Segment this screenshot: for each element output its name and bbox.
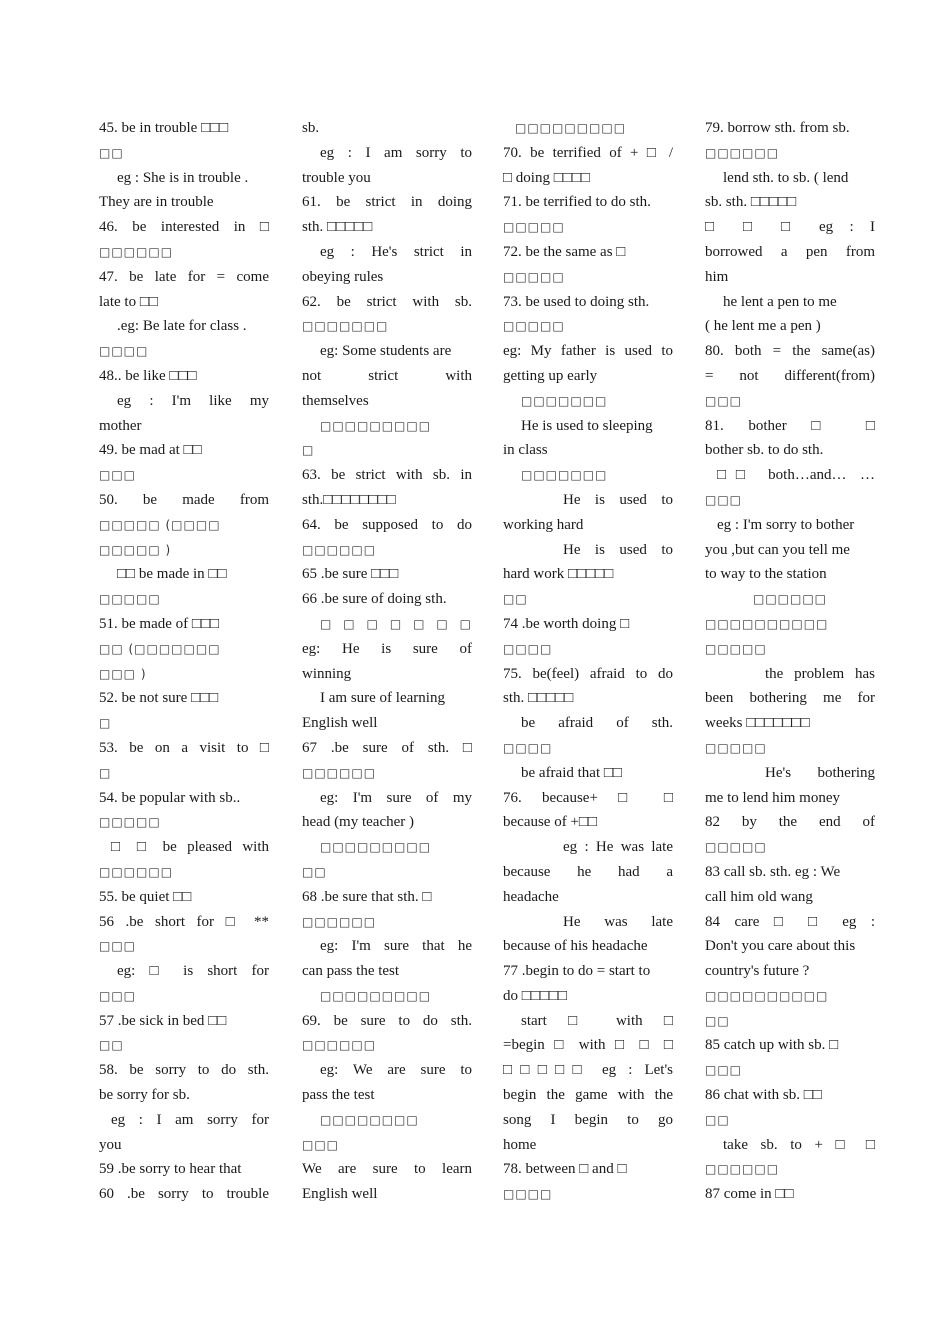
text-line: 53. be on a visit to □ [99, 739, 269, 756]
text-column-2 [302, 116, 472, 1207]
text-line: 72. be the same as □ [503, 243, 626, 260]
text-line: 48.. be like □□□ [99, 367, 197, 384]
text-line: weeks □□□□□□□ [705, 715, 810, 732]
text-line: you [99, 1136, 122, 1153]
text-line: □□□ [99, 939, 137, 954]
text-line: country's future ? [705, 963, 810, 980]
text-line: □□□□□ [705, 740, 767, 755]
text-line: □□□□□□ [302, 765, 377, 780]
text-line: been bothering me for [705, 690, 875, 707]
text-line: 75. be(feel) afraid to do [503, 665, 673, 682]
text-line: eg : I'm like my [117, 392, 269, 409]
text-line: □□ [705, 1112, 730, 1127]
text-line: be afraid of sth. [521, 715, 673, 732]
text-line: 65 .be sure □□□ [302, 566, 399, 583]
text-line: 67 .be sure of sth. □ [302, 739, 472, 756]
text-line: □□□□□ eg : Let's [503, 1062, 673, 1079]
text-line: eg: Some students are [320, 343, 452, 360]
text-line: 54. be popular with sb.. [99, 789, 241, 806]
text-line: □□□□□□□□ [320, 1112, 419, 1127]
text-line: □□ [99, 145, 124, 160]
text-line: 63. be strict with sb. in [302, 467, 472, 484]
text-line: □□ (□□□□□□□ [99, 641, 221, 656]
text-line: head (my teacher ) [302, 814, 415, 831]
text-line: He is used to [563, 541, 673, 558]
text-line: in class [503, 442, 548, 459]
text-line: winning [302, 665, 352, 682]
text-line: □□□□ [99, 344, 149, 359]
text-line: because he had a [503, 863, 673, 880]
text-line: □ □ □ eg : I [705, 219, 875, 236]
text-line: call him old wang [705, 888, 813, 905]
text-line: 80. both = the same(as) [705, 343, 875, 360]
text-line: 50. be made from [99, 491, 269, 508]
text-line: □□□□□ [99, 815, 161, 830]
text-line: eg : She is in trouble . [117, 169, 249, 186]
text-line: working hard [503, 516, 584, 533]
text-line: not strict with [302, 367, 472, 384]
text-line: getting up early [503, 367, 598, 384]
text-line: □ □ be pleased with [111, 839, 269, 856]
text-line: 56 .be short for □ ** [99, 913, 269, 930]
text-line: He's bothering [765, 764, 875, 781]
text-line: 58. be sorry to do sth. [99, 1062, 269, 1079]
text-line: 84 care □ □ eg : [705, 913, 875, 930]
text-line: 69. be sure to do sth. [302, 1012, 472, 1029]
text-line: □□□□□□□□□ [320, 988, 432, 1003]
text-line: eg : I am sorry for [111, 1111, 269, 1128]
text-column-3 [503, 116, 673, 1207]
text-line: pass the test [302, 1087, 375, 1104]
text-line: 85 catch up with sb. □ [705, 1037, 839, 1054]
text-line: □□□ [705, 393, 743, 408]
text-line: □□□□□□ [705, 1162, 780, 1177]
text-line: eg : I'm sorry to bother [717, 516, 855, 533]
text-line: □□□□□ [99, 592, 161, 607]
text-line: □□ [705, 1013, 730, 1028]
text-line: □□□□□ [705, 641, 767, 656]
text-line: □□□□□□□ [521, 468, 608, 483]
text-line: sth. □□□□□ [302, 219, 373, 236]
text-line: eg : He was late [563, 839, 673, 856]
text-line: □□□□□ [705, 840, 767, 855]
text-line: 45. be in trouble □□□ [99, 120, 229, 136]
text-line: 60 .be sorry to trouble [99, 1186, 269, 1203]
text-line: 70. be terrified of + □ / [503, 144, 673, 161]
text-line: □□□□□□□□□□ [705, 616, 829, 631]
text-line: 81. bother □ □ [705, 417, 875, 434]
text-line: 66 .be sure of doing sth. [302, 591, 447, 608]
text-line: lend sth. to sb. ( lend [723, 169, 849, 186]
text-line: Don't you care about this [705, 938, 856, 955]
text-line: 59 .be sorry to hear that [99, 1161, 242, 1178]
text-line: trouble you [302, 169, 371, 186]
text-line: □□□□□□ [302, 1038, 377, 1053]
text-line: □□ [503, 592, 528, 607]
text-line: 79. borrow sth. from sb. [705, 120, 850, 136]
text-line: 76. because+ □ □ [503, 789, 673, 806]
text-line: song I begin to go [503, 1111, 673, 1128]
text-line: 82 by the end of [705, 814, 875, 831]
text-line: 77 .begin to do = start to [503, 963, 651, 980]
text-line: □□□□□□ [99, 244, 174, 259]
text-line: take sb. to + □ □ [723, 1136, 875, 1153]
text-line: English well [302, 1186, 378, 1203]
text-line: 51. be made of □□□ [99, 615, 220, 632]
text-line: sb. sth. □□□□□ [705, 194, 797, 211]
text-line: .eg: Be late for class . [117, 318, 247, 335]
text-line: because of +□□ [503, 814, 598, 831]
text-line: 86 chat with sb. □□ [705, 1087, 822, 1104]
text-line: themselves [302, 392, 369, 409]
text-line: 68 .be sure that sth. □ [302, 888, 432, 905]
text-line: □□ be made in □□ [117, 566, 227, 583]
text-line: =begin □ with □ □ □ [503, 1037, 673, 1054]
text-line: eg: I'm sure that he [320, 938, 472, 955]
text-line: He is used to [563, 491, 673, 508]
text-line: eg: □ is short for [117, 963, 269, 980]
text-line: He was late [563, 913, 673, 930]
text-line: hard work □□□□□ [503, 566, 614, 583]
text-line: □□□□□□ [302, 914, 377, 929]
text-line: □□□□□□□ [521, 393, 608, 408]
text-line: eg: He is sure of [302, 640, 472, 657]
text-line: 73. be used to doing sth. [503, 293, 650, 310]
text-column-1 [99, 116, 269, 1207]
text-line: □□□□□ [503, 220, 565, 235]
text-line: eg: I'm sure of my [320, 789, 472, 806]
text-line: me to lend him money [705, 789, 840, 806]
text-line: do □□□□□ [503, 987, 568, 1004]
text-line: □□□ [705, 1063, 743, 1078]
text-line: 49. be mad at □□ [99, 442, 202, 459]
text-line: ( he lent me a pen ) [705, 318, 821, 335]
text-line: sth. □□□□□ [503, 690, 574, 707]
text-line: □□□□□□□□□ [320, 418, 432, 433]
text-line: 87 come in □□ [705, 1186, 794, 1203]
text-line: □□□□ [503, 1187, 553, 1202]
text-line: sth.□□□□□□□□ [302, 491, 396, 508]
text-line: you ,but can you tell me [705, 541, 850, 558]
text-line: □□□□ [503, 740, 553, 755]
text-line: □□ [302, 864, 327, 879]
text-line: mother [99, 417, 142, 434]
text-line: □□□□□ (□□□□ [99, 517, 221, 532]
text-line: 46. be interested in □ [99, 219, 269, 236]
text-line: □□□□□□□ [302, 319, 389, 334]
text-line: 47. be late for = come [99, 268, 269, 285]
text-line: English well [302, 715, 378, 732]
text-line: 78. between □ and □ [503, 1161, 627, 1178]
text-line: □□□ [99, 988, 137, 1003]
text-line: □ □ □ □ □ □ □ [320, 616, 472, 631]
text-line: him [705, 268, 729, 285]
text-line: start □ with □ [521, 1012, 673, 1029]
text-line: 52. be not sure □□□ [99, 690, 219, 707]
text-line: □□□□□□□□□ [320, 840, 432, 855]
text-line: □□□□□□□□□ [515, 121, 627, 135]
text-line: □□□□ [503, 641, 553, 656]
text-line: □□ [99, 1038, 124, 1053]
text-line: □□□ [302, 1137, 340, 1152]
text-line: They are in trouble [99, 194, 214, 211]
text-line: he lent a pen to me [723, 293, 837, 310]
text-line: be afraid that □□ [521, 764, 622, 781]
text-line: 61. be strict in doing [302, 194, 472, 211]
text-line: obeying rules [302, 268, 384, 285]
text-line: begin the game with the [503, 1087, 673, 1104]
text-line: □□□ [705, 492, 743, 507]
text-line: □□□□□□ [752, 592, 828, 607]
text-line: headache [503, 888, 559, 905]
text-line: He is used to sleeping [521, 417, 653, 434]
text-line: □□□□□ [503, 269, 565, 284]
text-line: We are sure to learn [302, 1161, 472, 1178]
text-line: 64. be supposed to do [302, 516, 472, 533]
text-line: □□□□□ [503, 319, 565, 334]
text-line: □□□□□□ [302, 542, 377, 557]
text-line: □□□ ) [99, 666, 147, 681]
text-line: home [503, 1136, 537, 1153]
text-line: □□□□□□□□□□ [705, 988, 829, 1003]
text-line: eg: We are sure to [320, 1062, 472, 1079]
text-line: 71. be terrified to do sth. [503, 194, 651, 211]
text-line: late to □□ [99, 293, 158, 310]
text-line: □ [302, 443, 315, 458]
text-line: 55. be quiet □□ [99, 888, 192, 905]
text-line: = not different(from) [705, 367, 875, 384]
text-line: be sorry for sb. [99, 1087, 190, 1104]
text-line: eg : He's strict in [320, 243, 472, 260]
text-line: □□ both…and… … [717, 467, 875, 484]
text-line: □□□□□□ [705, 145, 780, 160]
text-column-4 [705, 116, 875, 1207]
text-line: □ [99, 716, 112, 731]
text-line: bother sb. to do sth. [705, 442, 824, 459]
text-line: □□□□□ ) [99, 542, 172, 557]
text-line: 83 call sb. sth. eg : We [705, 863, 841, 880]
text-line: 74 .be worth doing □ [503, 615, 630, 632]
text-line: 62. be strict with sb. [302, 293, 472, 310]
text-line: 57 .be sick in bed □□ [99, 1012, 227, 1029]
text-line: □□□ [99, 468, 137, 483]
text-line: borrowed a pen from [705, 243, 875, 260]
text-line: eg: My father is used to [503, 343, 673, 360]
text-line: can pass the test [302, 963, 400, 980]
text-line: I am sure of learning [320, 690, 445, 707]
text-line: □ doing □□□□ [503, 169, 590, 186]
text-line: because of his headache [503, 938, 648, 955]
text-line: to way to the station [705, 566, 827, 583]
text-line: □□□□□□ [99, 864, 174, 879]
text-line: the problem has [765, 665, 875, 682]
text-line: sb. [302, 120, 320, 136]
text-line: eg : I am sorry to [320, 144, 472, 161]
text-line: □ [99, 765, 112, 780]
